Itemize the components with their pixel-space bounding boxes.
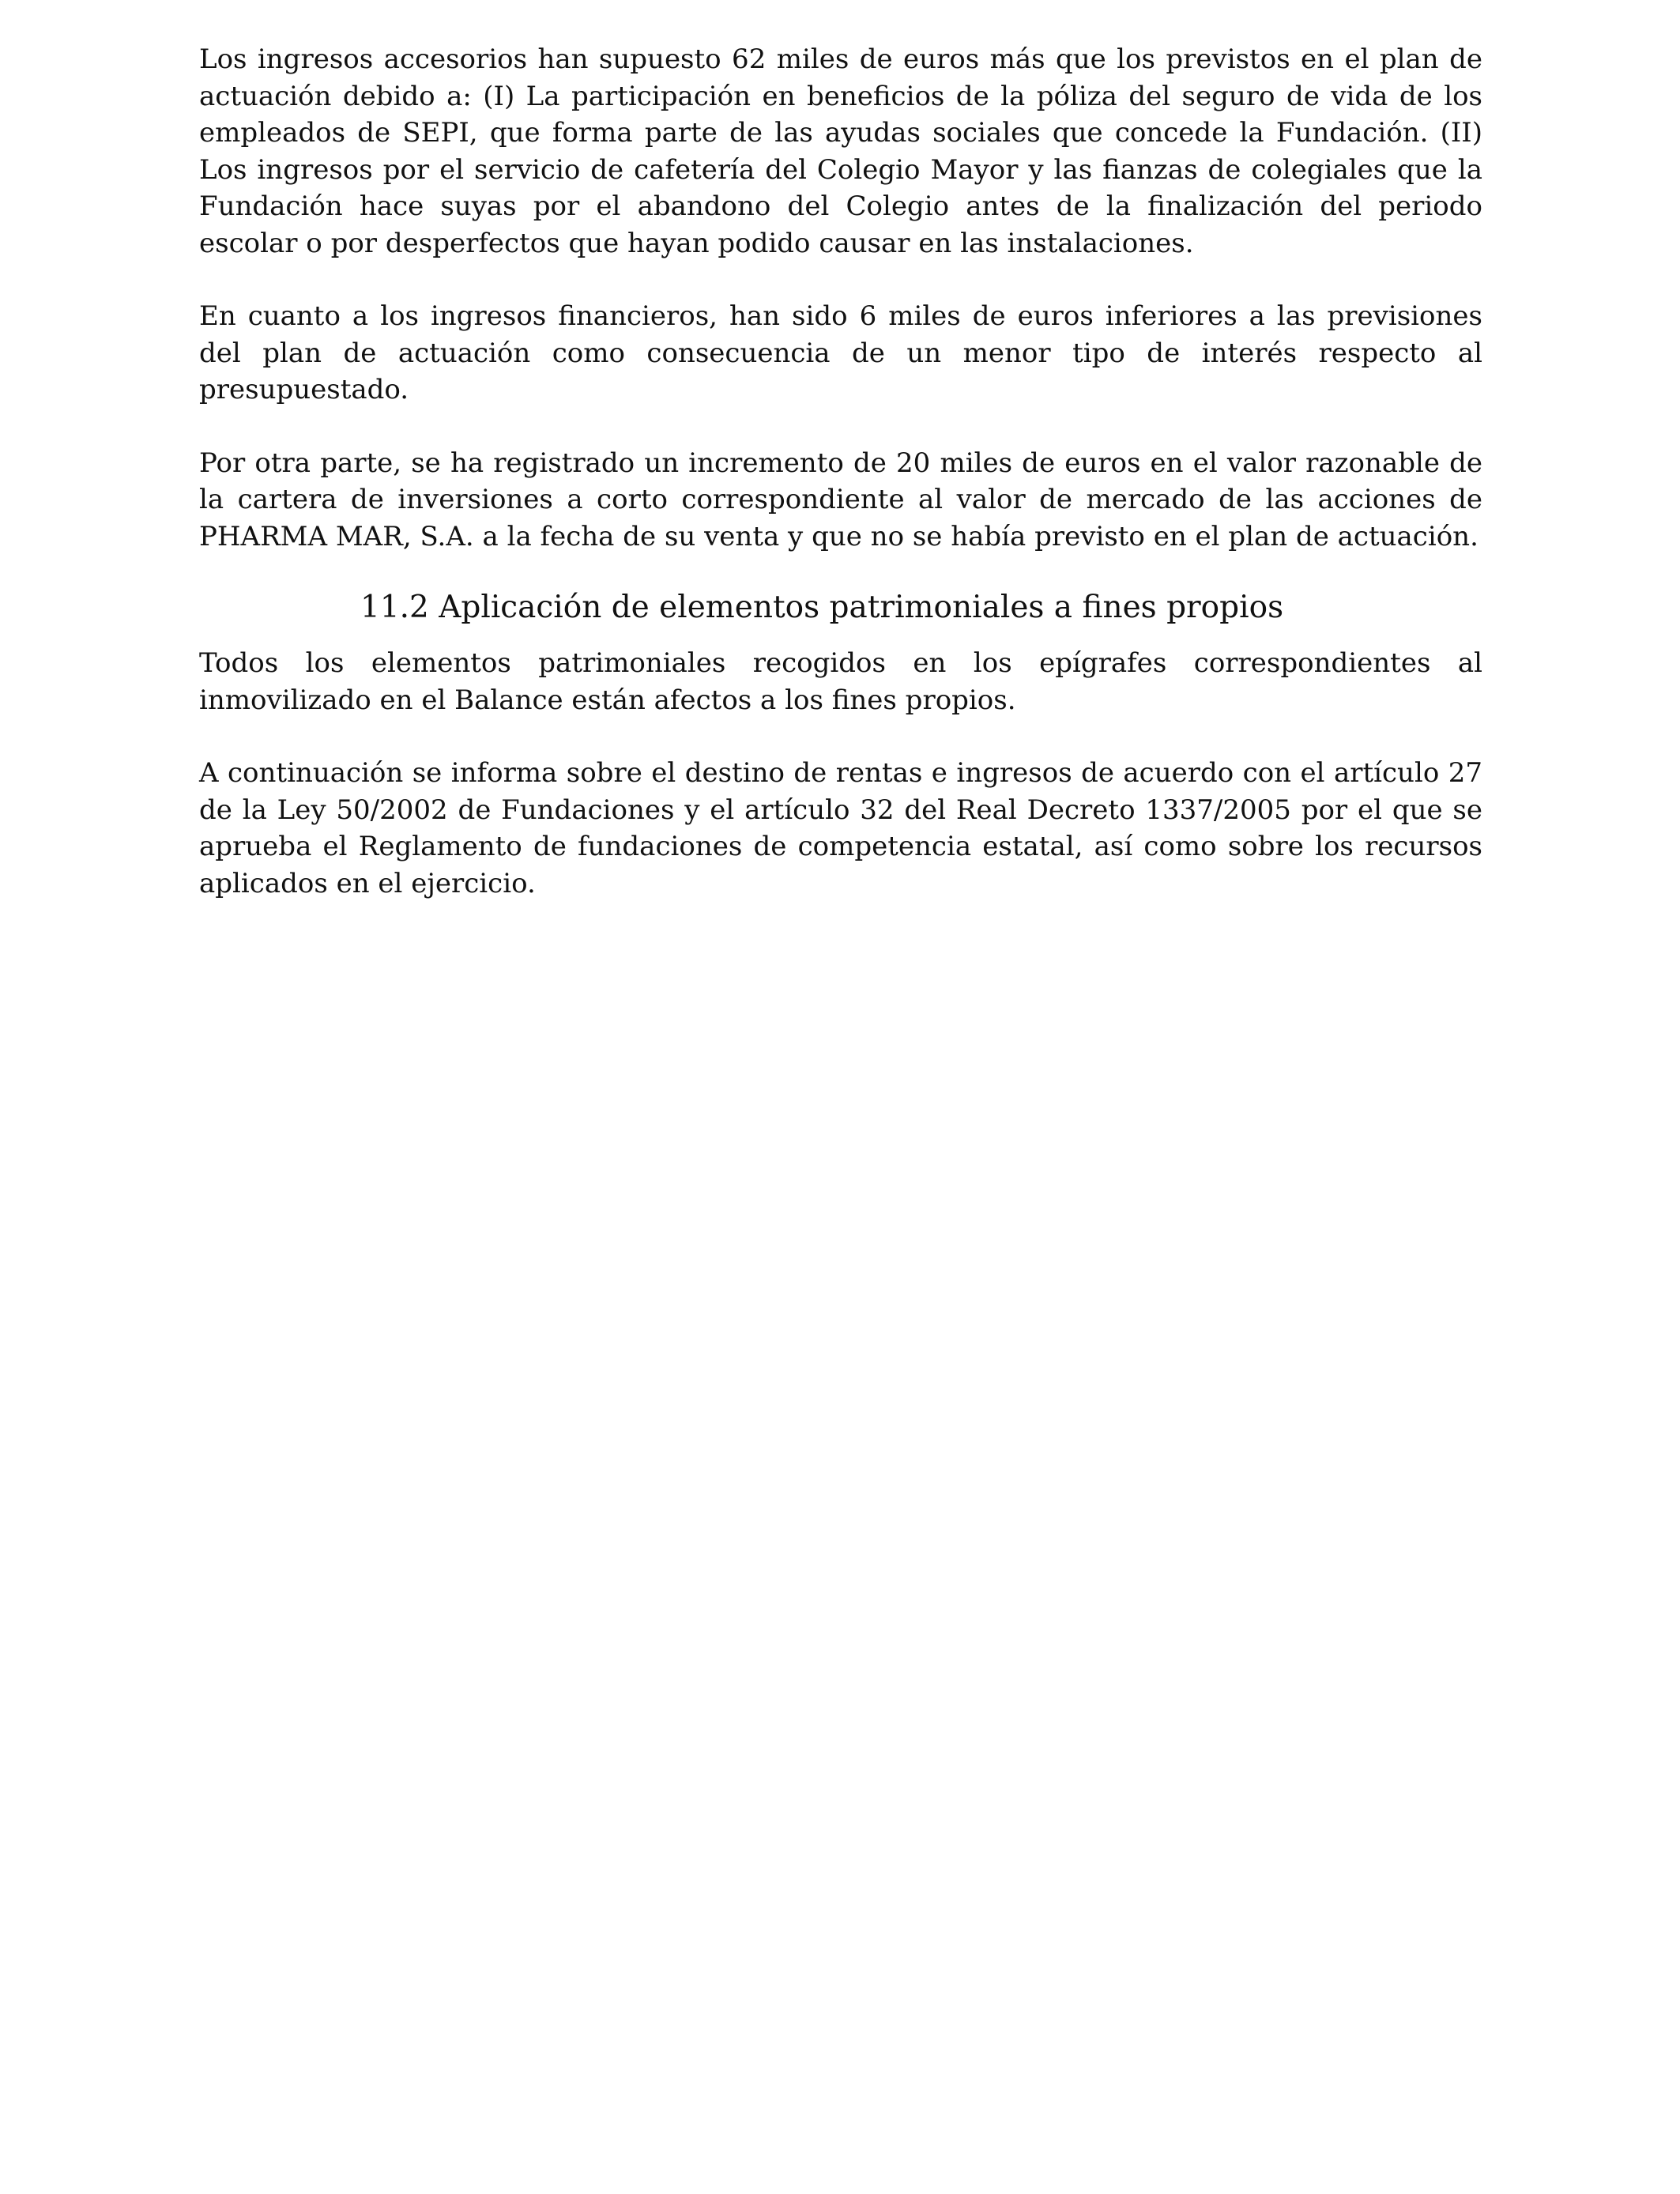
section-heading: 11.2 Aplicación de elementos patrimoniales a fines propios [360, 590, 1284, 625]
paragraph-elementos-patrimoniales: Todos los elementos patrimoniales recogidos en los epígrafes correspondientes al inmovilizado en el Balance están afectos a los fines propios. [199, 647, 1482, 716]
paragraph-ingresos-financieros: En cuanto a los ingresos financieros, han sido 6 miles de euros inferiores a las previsiones del plan de actuación como consecuencia de un menor tipo de interés respecto al presupuestado. [199, 300, 1482, 405]
paragraph-valor-razonable: Por otra parte, se ha registrado un incremento de 20 miles de euros en el valor razonable de la cartera de inversiones a corto correspondiente al valor de mercado de las acciones de PHARMA MAR, S.A. a la fecha de su venta y que no se había previsto en el plan de actuación. [199, 447, 1482, 552]
paragraph-ingresos-accesorios: Los ingresos accesorios han supuesto 62 miles de euros más que los previstos en el plan de actuación debido a: (I) La participación en beneficios de la póliza del seguro de vida de los empleados de SEPI, que forma parte de las ayudas sociales que concede la Fundación. (II) Los ingresos por el servicio de cafetería del Colegio Mayor y las fianzas de colegiales que la Fundación hace suyas por el abandono del Colegio antes de la finalización del periodo escolar o por desperfectos que hayan podido causar en las instalaciones. [199, 43, 1482, 259]
document-body [199, 41, 1482, 902]
paragraph-destino-rentas: A continuación se informa sobre el destino de rentas e ingresos de acuerdo con el artículo 27 de la Ley 50/2002 de Fundaciones y el artículo 32 del Real Decreto 1337/2005 por el que se aprueba el Reglamento de fundaciones de competencia estatal, así como sobre los recursos aplicados en el ejercicio. [199, 757, 1482, 899]
